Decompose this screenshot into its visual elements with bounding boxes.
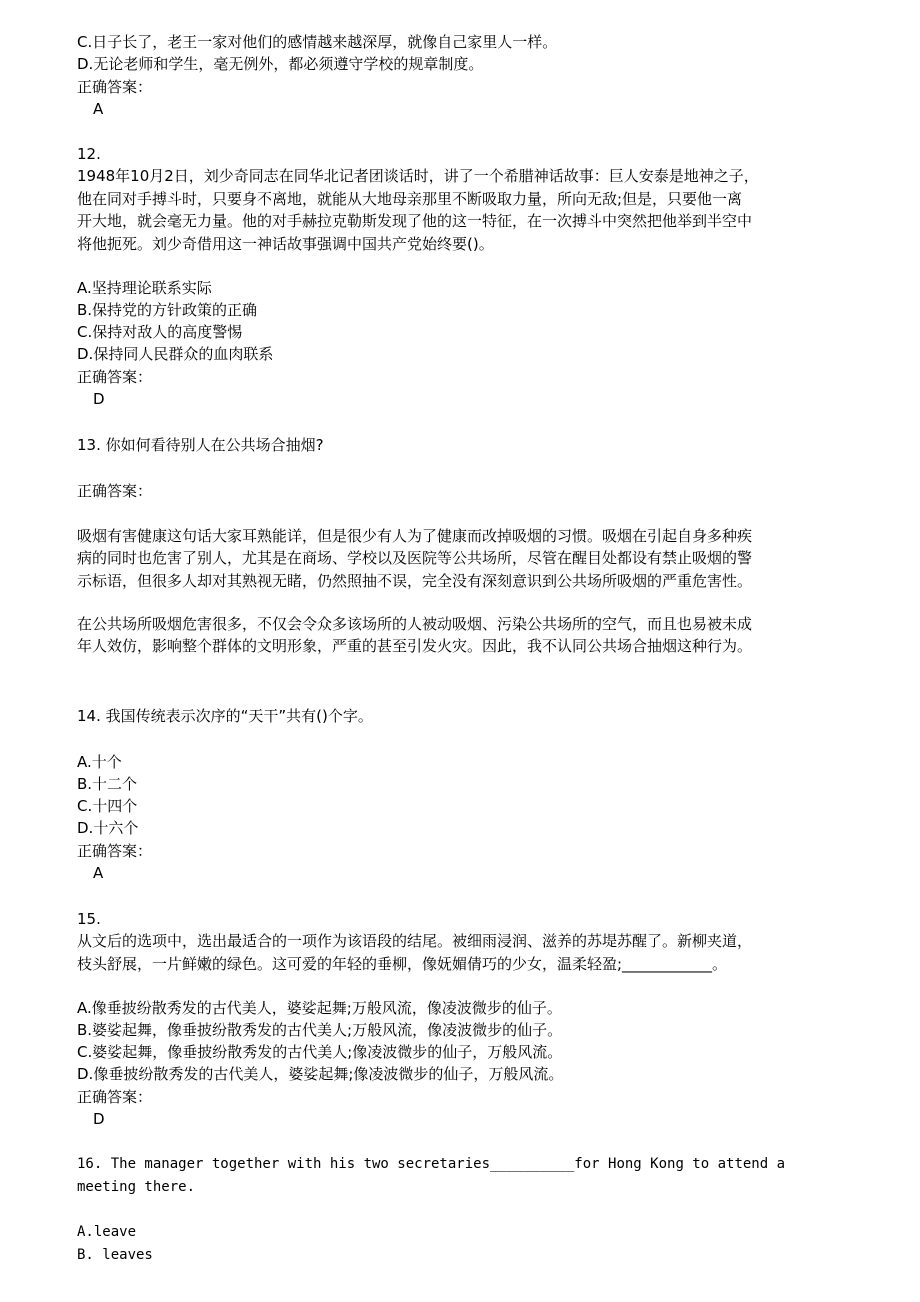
q13-answer-paragraph-line: 年人效仿，影响整个群体的文明形象，严重的甚至引发火灾。因此，我不认同公共场合抽烟这种行为。	[77, 637, 753, 655]
q13-answer-paragraph-line: 病的同时也危害了别人，尤其是在商场、学校以及医院等公共场所，尽管在醒目处都设有禁止吸烟的警	[77, 549, 753, 567]
q15-number: 15.	[77, 910, 101, 928]
q15-stem-line: 枝头舒展，一片鲜嫩的绿色。这可爱的年轻的垂柳，像妩媚倩巧的少女，温柔轻盈;____________。	[77, 955, 728, 973]
q13-answer-label: 正确答案：	[77, 482, 153, 500]
q16-stem-line: meeting there.	[77, 1179, 196, 1195]
q16-option-b: B. leaves	[77, 1247, 153, 1263]
q12-stem-line: 开大地，就会毫无力量。他的对手赫拉克勒斯发现了他的这一特征，在一次搏斗中突然把他举到半空中	[77, 212, 753, 230]
q14-option-d: D.十六个	[77, 819, 139, 837]
q12-option-a: A.坚持理论联系实际	[77, 279, 212, 297]
q15-option-b: B.婆娑起舞，像垂披纷散秀发的古代美人;万般风流，像凌波微步的仙子。	[77, 1021, 563, 1039]
q15-answer-label: 正确答案：	[77, 1088, 153, 1106]
q14-option-a: A.十个	[77, 753, 122, 771]
q16-option-a: A.leave	[77, 1224, 137, 1240]
q14-answer: A	[93, 864, 104, 882]
q15-option-d: D.像垂披纷散秀发的古代美人，婆娑起舞;像凌波微步的仙子，万般风流。	[77, 1065, 564, 1083]
q12-answer: D	[93, 390, 105, 408]
q13-answer-paragraph-line: 吸烟有害健康这句话大家耳熟能详，但是很少有人为了健康而改掉吸烟的习惯。吸烟在引起自身多种疾	[77, 527, 753, 545]
q12-option-b: B.保持党的方针政策的正确	[77, 301, 258, 319]
q15-option-a: A.像垂披纷散秀发的古代美人，婆娑起舞;万般风流，像凌波微步的仙子。	[77, 999, 562, 1017]
q14-option-c: C.十四个	[77, 797, 138, 815]
q14-answer-label: 正确答案：	[77, 842, 153, 860]
q12-stem-line: 他在同对手搏斗时，只要身不离地，就能从大地母亲那里不断吸取力量，所向无敌;但是，只要他一离	[77, 190, 743, 208]
q13-answer-paragraph-line: 示标语，但很多人却对其熟视无睹，仍然照抽不误，完全没有深刻意识到公共场所吸烟的严重危害性。	[77, 572, 753, 590]
q13-answer-paragraph-line: 在公共场所吸烟危害很多，不仅会令众多该场所的人被动吸烟、污染公共场所的空气，而且也易被未成	[77, 615, 753, 633]
q15-option-c: C.婆娑起舞，像垂披纷散秀发的古代美人;像凌波微步的仙子，万般风流。	[77, 1043, 563, 1061]
q13-question: 13. 你如何看待别人在公共场合抽烟?	[77, 436, 324, 454]
q11-option-d: D.无论老师和学生，毫无例外，都必须遵守学校的规章制度。	[77, 55, 484, 73]
q15-answer: D	[93, 1110, 105, 1128]
q12-option-d: D.保持同人民群众的血肉联系	[77, 345, 274, 363]
q15-stem-line: 从文后的选项中，选出最适合的一项作为该语段的结尾。被细雨浸润、滋养的苏堤苏醒了。新柳夹道，	[77, 932, 753, 950]
q11-answer: A	[93, 100, 104, 118]
q11-option-c: C.日子长了，老王一家对他们的感情越来越深厚，就像自己家里人一样。	[77, 33, 558, 51]
q12-stem-line: 将他扼死。刘少奇借用这一神话故事强调中国共产党始终要()。	[77, 235, 494, 253]
q12-stem-line: 1948年10月2日，刘少奇同志在同华北记者团谈话时，讲了一个希腊神话故事：巨人安泰是地神之子，	[77, 167, 759, 185]
q12-answer-label: 正确答案：	[77, 368, 153, 386]
q14-question: 14. 我国传统表示次序的“天干”共有()个字。	[77, 707, 373, 725]
q16-stem-line: 16. The manager together with his two secretaries__________for Hong Kong to attend a	[77, 1156, 786, 1172]
q12-option-c: C.保持对敌人的高度警惕	[77, 323, 243, 341]
q14-option-b: B.十二个	[77, 775, 138, 793]
q12-number: 12.	[77, 145, 101, 163]
q11-answer-label: 正确答案：	[77, 78, 153, 96]
